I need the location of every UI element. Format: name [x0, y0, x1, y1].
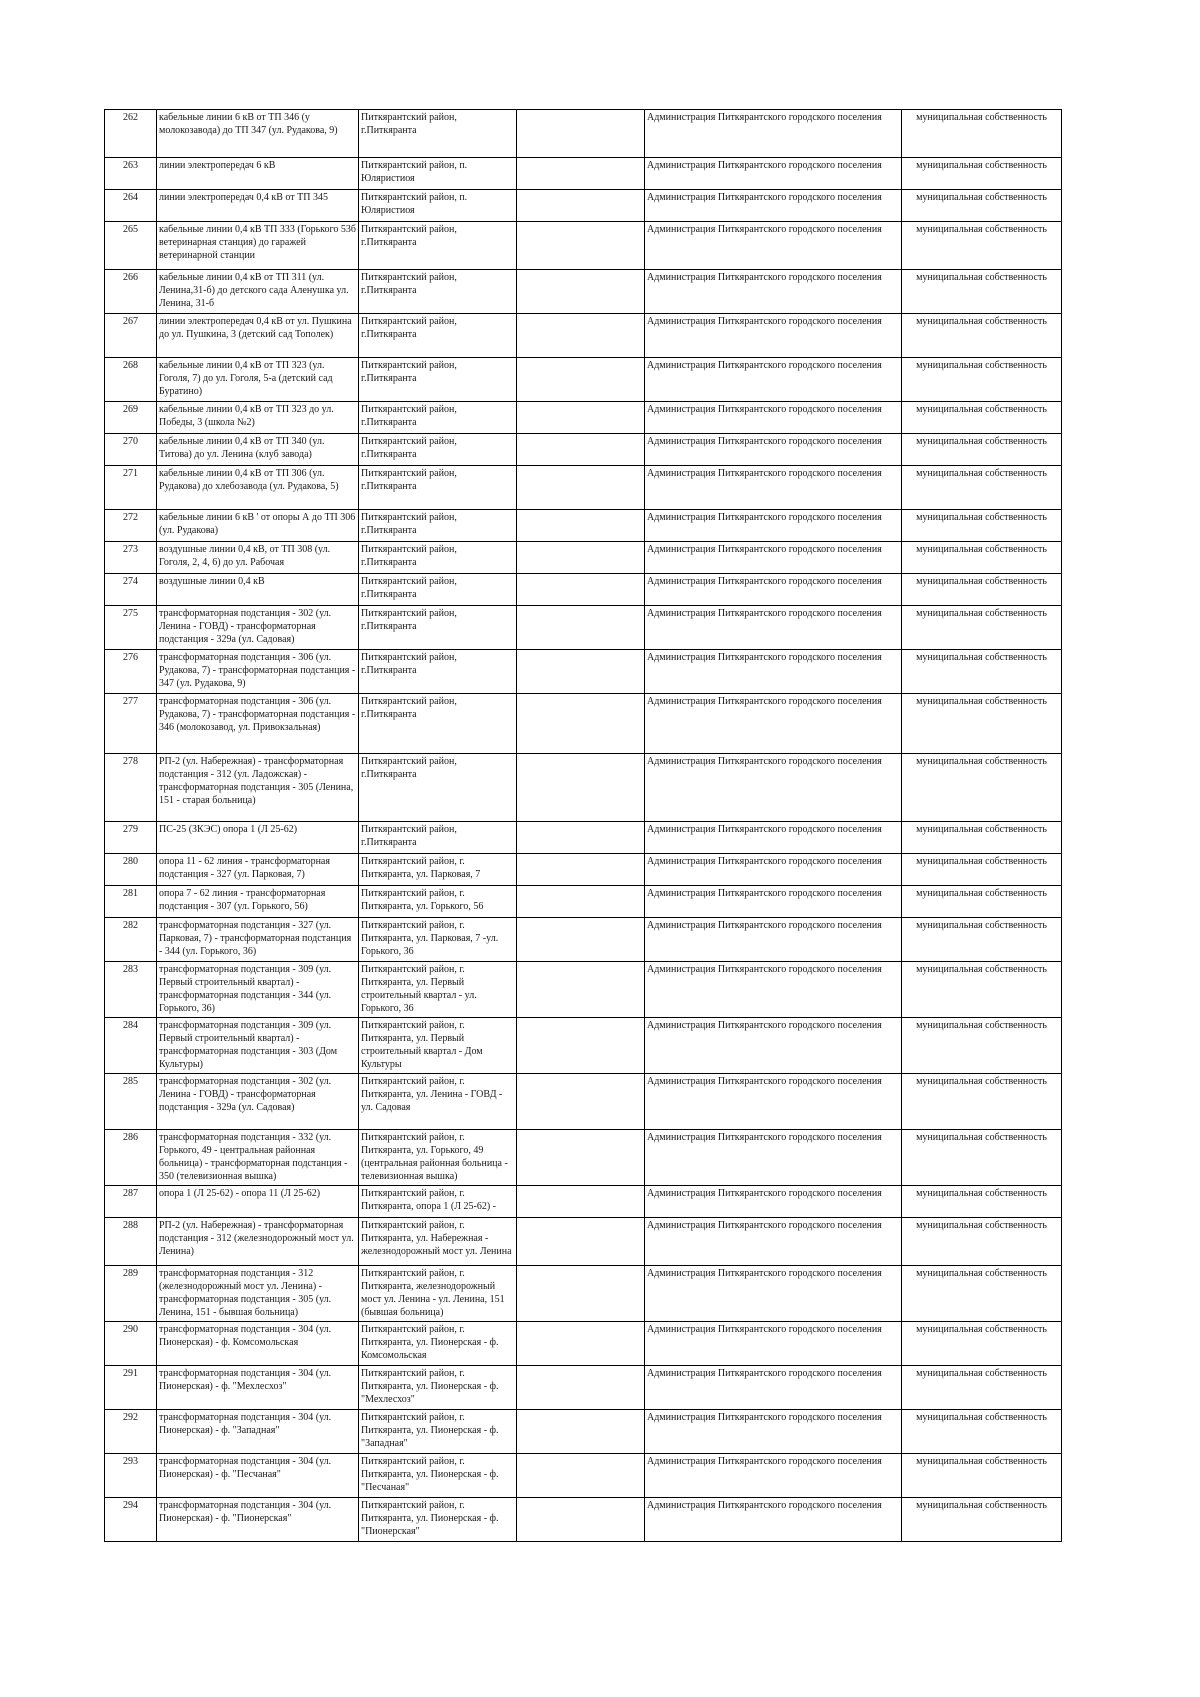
object-name: РП-2 (ул. Набережная) - трансформаторная подстанция - 312 (ул. Ладожская) - трансформаторная подстанция - 305 (Ленина, 151 - старая больница): [157, 754, 359, 822]
object-details: [517, 962, 645, 1018]
ownership-type: муниципальная собственность: [902, 1074, 1062, 1130]
object-details: [517, 822, 645, 854]
ownership-type: муниципальная собственность: [902, 466, 1062, 510]
object-address: Питкярантский район, г. Питкяранта, ул. Парковая, 7: [359, 854, 517, 886]
table-row: [105, 1498, 1062, 1542]
right-holder: Администрация Питкярантского городского поселения: [645, 1218, 902, 1266]
right-holder: Администрация Питкярантского городского поселения: [645, 1186, 902, 1218]
object-address: Питкярантский район, г.Питкяранта: [359, 434, 517, 466]
object-name: кабельные линии 6 кВ от ТП 346 (у молокозавода) до ТП 347 (ул. Рудакова, 9): [157, 110, 359, 158]
object-name: воздушные линии 0,4 кВ: [157, 574, 359, 606]
object-details: [517, 270, 645, 314]
object-details: [517, 1366, 645, 1410]
object-address: Питкярантский район, г.Питкяранта: [359, 574, 517, 606]
right-holder: Администрация Питкярантского городского поселения: [645, 466, 902, 510]
object-name: трансформаторная подстанция - 304 (ул. Пионерская) - ф. "Песчаная": [157, 1454, 359, 1498]
right-holder: Администрация Питкярантского городского поселения: [645, 1410, 902, 1454]
row-number: 264: [105, 190, 157, 222]
right-holder: Администрация Питкярантского городского поселения: [645, 1130, 902, 1186]
table-row: [105, 574, 1062, 606]
object-address: Питкярантский район, г. Питкяранта, ул. Парковая, 7 -ул. Горького, 36: [359, 918, 517, 962]
object-address: Питкярантский район, г.Питкяранта: [359, 510, 517, 542]
ownership-type: муниципальная собственность: [902, 510, 1062, 542]
object-details: [517, 1322, 645, 1366]
table-row: [105, 1366, 1062, 1410]
ownership-type: муниципальная собственность: [902, 1018, 1062, 1074]
table-row: [105, 606, 1062, 650]
ownership-type: муниципальная собственность: [902, 1366, 1062, 1410]
object-address: Питкярантский район, г. Питкяранта, ул. Горького, 56: [359, 886, 517, 918]
object-name: ПС-25 (ЗКЭС) опора 1 (Л 25-62): [157, 822, 359, 854]
right-holder: Администрация Питкярантского городского поселения: [645, 1074, 902, 1130]
row-number: 285: [105, 1074, 157, 1130]
object-address: Питкярантский район, г.Питкяранта: [359, 466, 517, 510]
right-holder: Администрация Питкярантского городского поселения: [645, 542, 902, 574]
ownership-type: муниципальная собственность: [902, 1410, 1062, 1454]
right-holder: Администрация Питкярантского городского поселения: [645, 314, 902, 358]
object-name: линии электропередач 0,4 кВ от ул. Пушкина до ул. Пушкина, 3 (детский сад Тополек): [157, 314, 359, 358]
table-row: [105, 1074, 1062, 1130]
table-row: [105, 1322, 1062, 1366]
object-address: Питкярантский район, г. Питкяранта, ул. Пионерская - ф. "Пионерская": [359, 1498, 517, 1542]
object-address: Питкярантский район, г. Питкяранта, ул. Ленина - ГОВД - ул. Садовая: [359, 1074, 517, 1130]
table-row: [105, 110, 1062, 158]
object-address: Питкярантский район, г. Питкяранта, ул. Пионерская - ф. "Песчаная": [359, 1454, 517, 1498]
table-row: [105, 358, 1062, 402]
object-details: [517, 1498, 645, 1542]
object-name: трансформаторная подстанция - 309 (ул. Первый строительный квартал) - трансформаторная подстанция - 344 (ул. Горького, 36): [157, 962, 359, 1018]
object-details: [517, 510, 645, 542]
object-name: линии электропередач 0,4 кВ от ТП 345: [157, 190, 359, 222]
row-number: 283: [105, 962, 157, 1018]
row-number: 269: [105, 402, 157, 434]
table-row: [105, 190, 1062, 222]
object-address: Питкярантский район, г.Питкяранта: [359, 542, 517, 574]
object-details: [517, 542, 645, 574]
row-number: 289: [105, 1266, 157, 1322]
table-row: [105, 314, 1062, 358]
row-number: 293: [105, 1454, 157, 1498]
row-number: 280: [105, 854, 157, 886]
table-row: [105, 542, 1062, 574]
ownership-type: муниципальная собственность: [902, 754, 1062, 822]
object-address: Питкярантский район, г. Питкяранта, железнодорожный мост ул. Ленина - ул. Ленина, 151 (бывшая больница): [359, 1266, 517, 1322]
table-row: [105, 158, 1062, 190]
registry-body: [105, 110, 1062, 1542]
object-details: [517, 158, 645, 190]
right-holder: Администрация Питкярантского городского поселения: [645, 1454, 902, 1498]
object-details: [517, 650, 645, 694]
object-details: [517, 918, 645, 962]
row-number: 292: [105, 1410, 157, 1454]
row-number: 266: [105, 270, 157, 314]
ownership-type: муниципальная собственность: [902, 358, 1062, 402]
row-number: 277: [105, 694, 157, 754]
table-row: [105, 1218, 1062, 1266]
object-address: Питкярантский район, г. Питкяранта, ул. Первый строительный квартал - ул. Горького, 36: [359, 962, 517, 1018]
object-details: [517, 694, 645, 754]
right-holder: Администрация Питкярантского городского поселения: [645, 222, 902, 270]
object-details: [517, 358, 645, 402]
object-name: воздушные линии 0,4 кВ, от ТП 308 (ул. Гоголя, 2, 4, 6) до ул. Рабочая: [157, 542, 359, 574]
row-number: 294: [105, 1498, 157, 1542]
object-details: [517, 402, 645, 434]
right-holder: Администрация Питкярантского городского поселения: [645, 402, 902, 434]
object-details: [517, 466, 645, 510]
ownership-type: муниципальная собственность: [902, 434, 1062, 466]
row-number: 276: [105, 650, 157, 694]
object-name: трансформаторная подстанция - 304 (ул. Пионерская) - ф. "Западная": [157, 1410, 359, 1454]
object-name: трансформаторная подстанция - 304 (ул. Пионерская) - ф. "Мехлесхоз": [157, 1366, 359, 1410]
table-row: [105, 1018, 1062, 1074]
ownership-type: муниципальная собственность: [902, 158, 1062, 190]
object-address: Питкярантский район, г.Питкяранта: [359, 606, 517, 650]
object-name: трансформаторная подстанция - 332 (ул. Горького, 49 - центральная районная больница) - трансформаторная подстанция - 350 (телевизионная вышка): [157, 1130, 359, 1186]
row-number: 263: [105, 158, 157, 190]
object-name: кабельные линии 6 кВ ' от опоры А до ТП 306 (ул. Рудакова): [157, 510, 359, 542]
object-name: трансформаторная подстанция - 304 (ул. Пионерская) - ф. Комсомольская: [157, 1322, 359, 1366]
ownership-type: муниципальная собственность: [902, 1498, 1062, 1542]
row-number: 284: [105, 1018, 157, 1074]
row-number: 271: [105, 466, 157, 510]
ownership-type: муниципальная собственность: [902, 1454, 1062, 1498]
ownership-type: муниципальная собственность: [902, 270, 1062, 314]
right-holder: Администрация Питкярантского городского поселения: [645, 854, 902, 886]
right-holder: Администрация Питкярантского городского поселения: [645, 822, 902, 854]
object-address: Питкярантский район, г.Питкяранта: [359, 822, 517, 854]
object-address: Питкярантский район, г. Питкяранта, ул. Пионерская - ф. Комсомольская: [359, 1322, 517, 1366]
ownership-type: муниципальная собственность: [902, 190, 1062, 222]
right-holder: Администрация Питкярантского городского поселения: [645, 1266, 902, 1322]
object-details: [517, 1266, 645, 1322]
table-row: [105, 1130, 1062, 1186]
table-row: [105, 822, 1062, 854]
row-number: 273: [105, 542, 157, 574]
object-name: кабельные линии 0,4 кВ ТП 333 (Горького 53б ветеринарная станция) до гаражей ветеринарной станции: [157, 222, 359, 270]
table-row: [105, 650, 1062, 694]
right-holder: Администрация Питкярантского городского поселения: [645, 1322, 902, 1366]
table-row: [105, 434, 1062, 466]
table-row: [105, 1454, 1062, 1498]
object-name: кабельные линии 0,4 кВ от ТП 311 (ул. Ленина,31-б) до детского сада Аленушка ул. Ленина, 31-б: [157, 270, 359, 314]
object-address: Питкярантский район, п. Юляристиоя: [359, 190, 517, 222]
table-row: [105, 754, 1062, 822]
table-row: [105, 886, 1062, 918]
right-holder: Администрация Питкярантского городского поселения: [645, 434, 902, 466]
table-row: [105, 402, 1062, 434]
table-row: [105, 222, 1062, 270]
object-name: трансформаторная подстанция - 312 (железнодорожный мост ул. Ленина) - трансформаторная подстанция - 305 (ул. Ленина, 151 - бывшая больница): [157, 1266, 359, 1322]
table-row: [105, 270, 1062, 314]
row-number: 286: [105, 1130, 157, 1186]
object-details: [517, 314, 645, 358]
right-holder: Администрация Питкярантского городского поселения: [645, 754, 902, 822]
right-holder: Администрация Питкярантского городского поселения: [645, 606, 902, 650]
object-name: трансформаторная подстанция - 306 (ул. Рудакова, 7) - трансформаторная подстанция - 347 (ул. Рудакова, 9): [157, 650, 359, 694]
object-address: Питкярантский район, г.Питкяранта: [359, 694, 517, 754]
object-address: Питкярантский район, г.Питкяранта: [359, 650, 517, 694]
object-address: Питкярантский район, г. Питкяранта, ул. Пионерская - ф. "Мехлесхоз": [359, 1366, 517, 1410]
object-address: Питкярантский район, г.Питкяранта: [359, 270, 517, 314]
row-number: 291: [105, 1366, 157, 1410]
table-row: [105, 918, 1062, 962]
object-address: Питкярантский район, г. Питкяранта, ул. Первый строительный квартал - Дом Культуры: [359, 1018, 517, 1074]
ownership-type: муниципальная собственность: [902, 1130, 1062, 1186]
object-name: опора 1 (Л 25-62) - опора 11 (Л 25-62): [157, 1186, 359, 1218]
right-holder: Администрация Питкярантского городского поселения: [645, 694, 902, 754]
right-holder: Администрация Питкярантского городского поселения: [645, 918, 902, 962]
row-number: 278: [105, 754, 157, 822]
ownership-type: муниципальная собственность: [902, 222, 1062, 270]
object-name: трансформаторная подстанция - 306 (ул. Рудакова, 7) - трансформаторная подстанция - 346 (молокозавод, ул. Привокзальная): [157, 694, 359, 754]
row-number: 274: [105, 574, 157, 606]
row-number: 265: [105, 222, 157, 270]
row-number: 282: [105, 918, 157, 962]
object-name: линии электропередач 6 кВ: [157, 158, 359, 190]
row-number: 267: [105, 314, 157, 358]
object-address: Питкярантский район, г.Питкяранта: [359, 222, 517, 270]
property-registry-table: [104, 109, 1062, 1542]
ownership-type: муниципальная собственность: [902, 886, 1062, 918]
object-details: [517, 854, 645, 886]
object-details: [517, 1186, 645, 1218]
object-address: Питкярантский район, г. Питкяранта, ул. Горького, 49 (центральная районная больница - телевизионная вышка): [359, 1130, 517, 1186]
right-holder: Администрация Питкярантского городского поселения: [645, 962, 902, 1018]
ownership-type: муниципальная собственность: [902, 314, 1062, 358]
table-row: [105, 1266, 1062, 1322]
object-name: кабельные линии 0,4 кВ от ТП 306 (ул. Рудакова) до хлебозавода (ул. Рудакова, 5): [157, 466, 359, 510]
object-details: [517, 754, 645, 822]
right-holder: Администрация Питкярантского городского поселения: [645, 1366, 902, 1410]
ownership-type: муниципальная собственность: [902, 1322, 1062, 1366]
object-name: РП-2 (ул. Набережная) - трансформаторная подстанция - 312 (железнодорожный мост ул. Ленина): [157, 1218, 359, 1266]
object-details: [517, 110, 645, 158]
object-details: [517, 222, 645, 270]
object-address: Питкярантский район, г.Питкяранта: [359, 110, 517, 158]
row-number: 288: [105, 1218, 157, 1266]
ownership-type: муниципальная собственность: [902, 542, 1062, 574]
right-holder: Администрация Питкярантского городского поселения: [645, 158, 902, 190]
ownership-type: муниципальная собственность: [902, 402, 1062, 434]
table-row: [105, 962, 1062, 1018]
right-holder: Администрация Питкярантского городского поселения: [645, 574, 902, 606]
row-number: 281: [105, 886, 157, 918]
object-address: Питкярантский район, г.Питкяранта: [359, 358, 517, 402]
object-name: опора 7 - 62 линия - трансформаторная подстанция - 307 (ул. Горького, 56): [157, 886, 359, 918]
ownership-type: муниципальная собственность: [902, 606, 1062, 650]
row-number: 270: [105, 434, 157, 466]
ownership-type: муниципальная собственность: [902, 1266, 1062, 1322]
ownership-type: муниципальная собственность: [902, 962, 1062, 1018]
ownership-type: муниципальная собственность: [902, 694, 1062, 754]
ownership-type: муниципальная собственность: [902, 110, 1062, 158]
object-name: кабельные линии 0,4 кВ от ТП 340 (ул. Титова) до ул. Ленина (клуб завода): [157, 434, 359, 466]
row-number: 262: [105, 110, 157, 158]
object-details: [517, 1410, 645, 1454]
object-name: опора 11 - 62 линия - трансформаторная подстанция - 327 (ул. Парковая, 7): [157, 854, 359, 886]
table-row: [105, 510, 1062, 542]
object-details: [517, 1074, 645, 1130]
ownership-type: муниципальная собственность: [902, 854, 1062, 886]
right-holder: Администрация Питкярантского городского поселения: [645, 358, 902, 402]
row-number: 275: [105, 606, 157, 650]
right-holder: Администрация Питкярантского городского поселения: [645, 510, 902, 542]
object-address: Питкярантский район, г.Питкяранта: [359, 314, 517, 358]
object-name: кабельные линии 0,4 кВ от ТП 323 до ул. Победы, 3 (школа №2): [157, 402, 359, 434]
object-details: [517, 1454, 645, 1498]
ownership-type: муниципальная собственность: [902, 1186, 1062, 1218]
object-address: Питкярантский район, г. Питкяранта, ул. Пионерская - ф. "Западная": [359, 1410, 517, 1454]
object-details: [517, 1018, 645, 1074]
object-address: Питкярантский район, г.Питкяранта: [359, 754, 517, 822]
object-name: трансформаторная подстанция - 327 (ул. Парковая, 7) - трансформаторная подстанция - 344 (ул. Горького, 36): [157, 918, 359, 962]
object-details: [517, 434, 645, 466]
object-details: [517, 574, 645, 606]
row-number: 272: [105, 510, 157, 542]
right-holder: Администрация Питкярантского городского поселения: [645, 650, 902, 694]
ownership-type: муниципальная собственность: [902, 574, 1062, 606]
right-holder: Администрация Питкярантского городского поселения: [645, 190, 902, 222]
ownership-type: муниципальная собственность: [902, 918, 1062, 962]
object-details: [517, 1130, 645, 1186]
object-details: [517, 886, 645, 918]
object-address: Питкярантский район, г. Питкяранта, ул. Набережная - железнодорожный мост ул. Ленина: [359, 1218, 517, 1266]
object-name: трансформаторная подстанция - 304 (ул. Пионерская) - ф. "Пионерская": [157, 1498, 359, 1542]
row-number: 279: [105, 822, 157, 854]
object-details: [517, 606, 645, 650]
row-number: 290: [105, 1322, 157, 1366]
ownership-type: муниципальная собственность: [902, 822, 1062, 854]
object-details: [517, 1218, 645, 1266]
object-address: Питкярантский район, п. Юляристиоя: [359, 158, 517, 190]
right-holder: Администрация Питкярантского городского поселения: [645, 1498, 902, 1542]
row-number: 268: [105, 358, 157, 402]
table-row: [105, 1410, 1062, 1454]
object-name: трансформаторная подстанция - 302 (ул. Ленина - ГОВД) - трансформаторная подстанция - 329а (ул. Садовая): [157, 1074, 359, 1130]
right-holder: Администрация Питкярантского городского поселения: [645, 270, 902, 314]
object-name: трансформаторная подстанция - 302 (ул. Ленина - ГОВД) - трансформаторная подстанция - 329а (ул. Садовая): [157, 606, 359, 650]
right-holder: Администрация Питкярантского городского поселения: [645, 1018, 902, 1074]
ownership-type: муниципальная собственность: [902, 650, 1062, 694]
object-details: [517, 190, 645, 222]
ownership-type: муниципальная собственность: [902, 1218, 1062, 1266]
right-holder: Администрация Питкярантского городского поселения: [645, 110, 902, 158]
object-name: кабельные линии 0,4 кВ от ТП 323 (ул. Гоголя, 7) до ул. Гоголя, 5-а (детский сад Буратино): [157, 358, 359, 402]
row-number: 287: [105, 1186, 157, 1218]
table-row: [105, 1186, 1062, 1218]
right-holder: Администрация Питкярантского городского поселения: [645, 886, 902, 918]
table-row: [105, 466, 1062, 510]
object-address: Питкярантский район, г.Питкяранта: [359, 402, 517, 434]
table-row: [105, 854, 1062, 886]
object-address: Питкярантский район, г. Питкяранта, опора 1 (Л 25-62) -: [359, 1186, 517, 1218]
table-row: [105, 694, 1062, 754]
object-name: трансформаторная подстанция - 309 (ул. Первый строительный квартал) - трансформаторная подстанция - 303 (Дом Культуры): [157, 1018, 359, 1074]
